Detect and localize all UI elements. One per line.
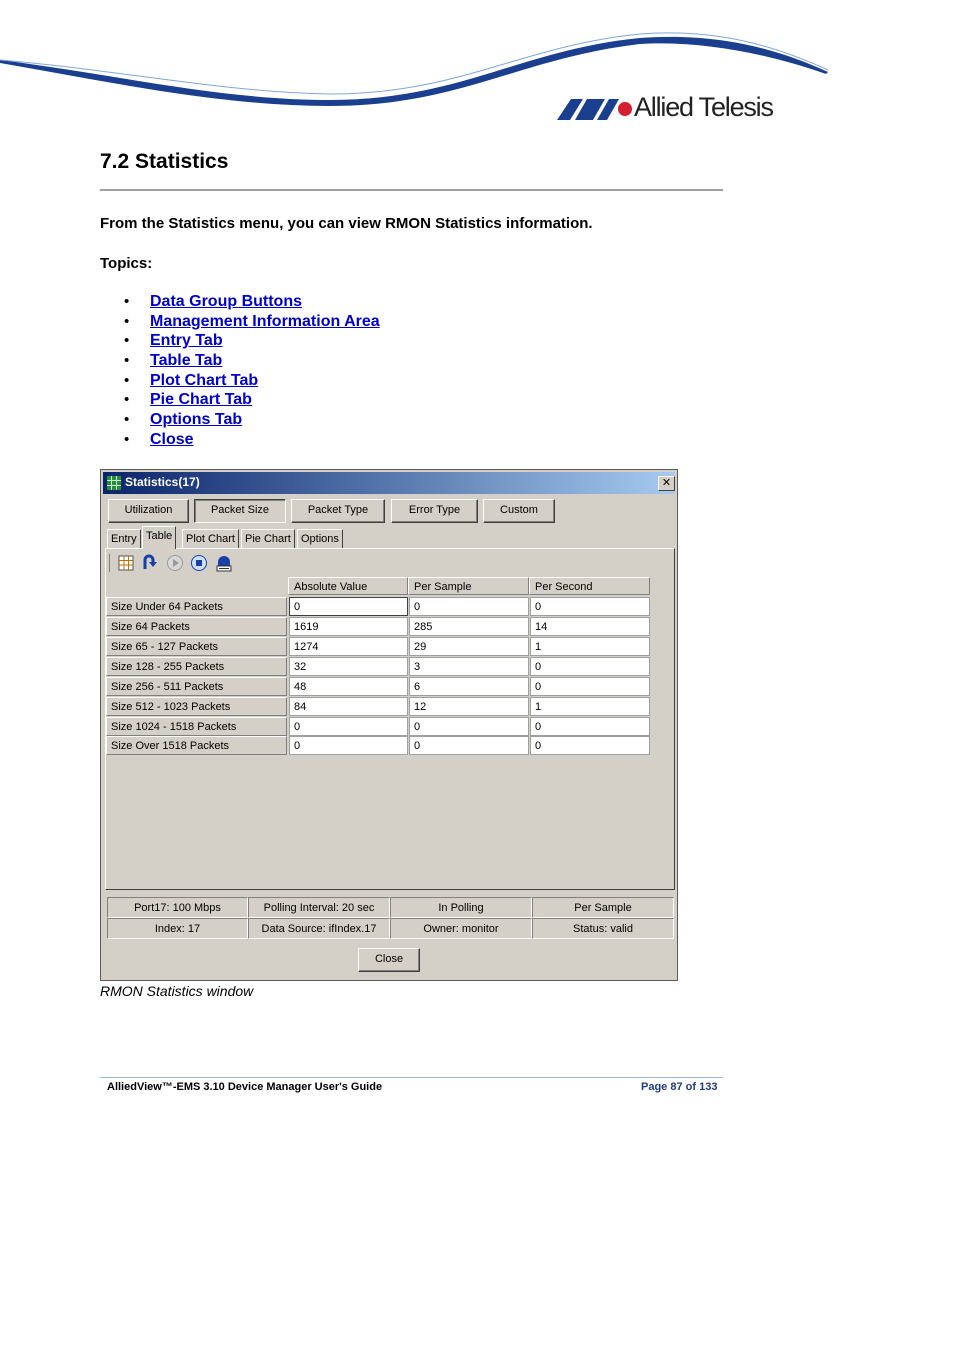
topics-label: Topics: [100, 255, 153, 272]
statistics-window [100, 469, 678, 981]
window-title: Statistics(17) [125, 475, 200, 489]
table-cell[interactable]: 0 [530, 657, 650, 676]
list-item [100, 331, 380, 351]
table-cell[interactable]: 0 [530, 597, 650, 616]
utilization-button[interactable]: Utilization [108, 499, 189, 523]
table-cell[interactable]: 84 [289, 697, 408, 716]
row-label: Size 256 - 511 Packets [106, 677, 287, 696]
status-data-source: Data Source: ifIndex.17 [248, 918, 390, 939]
table-cell[interactable]: 1274 [289, 637, 408, 656]
row-label: Size 65 - 127 Packets [106, 637, 287, 656]
toolbar-grip [109, 554, 110, 572]
table-cell[interactable]: 0 [289, 717, 408, 736]
table-cell[interactable]: 6 [409, 677, 529, 696]
topic-link[interactable]: Management Information Area [150, 312, 380, 330]
table-cell[interactable]: 0 [530, 677, 650, 696]
table-cell[interactable]: 285 [409, 617, 529, 636]
row-label: Size 64 Packets [106, 617, 287, 636]
tab-entry[interactable]: Entry [107, 529, 141, 548]
table-icon[interactable] [116, 553, 136, 573]
topic-link[interactable]: Pie Chart Tab [150, 391, 252, 409]
list-item [100, 390, 380, 410]
table-cell[interactable]: 12 [409, 697, 529, 716]
row-label: Size 512 - 1023 Packets [106, 697, 287, 716]
intro-text: From the Statistics menu, you can view RMON Statistics information. [100, 215, 593, 232]
list-item [100, 410, 380, 430]
status-index: Index: 17 [107, 918, 248, 939]
row-label: Size Over 1518 Packets [106, 736, 287, 755]
topic-link[interactable]: Table Tab [150, 352, 223, 370]
management-information-area [106, 895, 674, 941]
tab-plot-chart[interactable]: Plot Chart [182, 529, 239, 548]
footer-guide-title: AlliedView™-EMS 3.10 Device Manager User's Guide [107, 1081, 383, 1093]
play-icon[interactable] [165, 553, 185, 573]
packet-type-button[interactable]: Packet Type [291, 499, 385, 523]
status-polling-state: In Polling [390, 897, 532, 918]
title-divider [100, 189, 723, 191]
row-label: Size 1024 - 1518 Packets [106, 717, 287, 736]
close-button[interactable]: Close [358, 948, 420, 972]
table-cell[interactable]: 0 [530, 736, 650, 755]
status-owner: Owner: monitor [390, 918, 532, 939]
table-cell[interactable]: 48 [289, 677, 408, 696]
topic-link[interactable]: Data Group Buttons [150, 293, 302, 310]
window-titlebar[interactable] [103, 472, 675, 494]
tab-pie-chart[interactable]: Pie Chart [241, 529, 295, 548]
row-label: Size Under 64 Packets [106, 597, 287, 616]
list-item [100, 351, 380, 371]
column-header: Per Second [529, 577, 650, 595]
topic-link[interactable]: Options Tab [150, 411, 243, 429]
footer-page-number: Page 87 of 133 [641, 1081, 718, 1093]
list-item [100, 371, 380, 391]
list-item [100, 430, 380, 450]
table-cell[interactable]: 3 [409, 657, 529, 676]
table-cell[interactable]: 0 [289, 597, 408, 616]
topic-link[interactable]: Plot Chart Tab [150, 371, 259, 389]
table-cell[interactable]: 0 [409, 717, 529, 736]
table-cell[interactable]: 0 [409, 736, 529, 755]
figure-caption: RMON Statistics window [100, 983, 254, 999]
column-header: Per Sample [408, 577, 529, 595]
custom-button[interactable]: Custom [483, 499, 555, 523]
table-cell[interactable]: 1619 [289, 617, 408, 636]
tab-table[interactable]: Table [142, 526, 176, 549]
table-cell[interactable]: 29 [409, 637, 529, 656]
topic-link[interactable]: Entry Tab [150, 332, 223, 350]
topic-link[interactable]: Close [150, 430, 194, 448]
packet-size-button[interactable]: Packet Size [194, 499, 286, 523]
table-cell[interactable]: 0 [530, 717, 650, 736]
topics-list [100, 292, 380, 450]
row-label: Size 128 - 255 Packets [106, 657, 287, 676]
status-mode: Per Sample [532, 897, 674, 918]
logo-text: Allied Telesis [634, 92, 773, 122]
refresh-icon[interactable] [140, 553, 160, 573]
stop-icon[interactable] [189, 553, 209, 573]
status-validity: Status: valid [532, 918, 674, 939]
tab-options[interactable]: Options [297, 529, 343, 548]
list-item [100, 312, 380, 332]
column-header: Absolute Value [288, 577, 408, 595]
section-title: 7.2 Statistics [100, 150, 229, 173]
status-port: Port17: 100 Mbps [107, 897, 248, 918]
list-item [100, 292, 380, 312]
grid-icon [106, 475, 122, 491]
table-cell[interactable]: 1 [530, 697, 650, 716]
status-polling-interval: Polling Interval: 20 sec [248, 897, 390, 918]
table-cell[interactable]: 32 [289, 657, 408, 676]
close-icon[interactable]: ✕ [658, 476, 675, 491]
table-cell[interactable]: 0 [289, 736, 408, 755]
error-type-button[interactable]: Error Type [391, 499, 478, 523]
table-cell[interactable]: 1 [530, 637, 650, 656]
print-icon[interactable] [214, 553, 234, 573]
footer-divider [100, 1077, 723, 1078]
table-cell[interactable]: 0 [409, 597, 529, 616]
table-cell[interactable]: 14 [530, 617, 650, 636]
